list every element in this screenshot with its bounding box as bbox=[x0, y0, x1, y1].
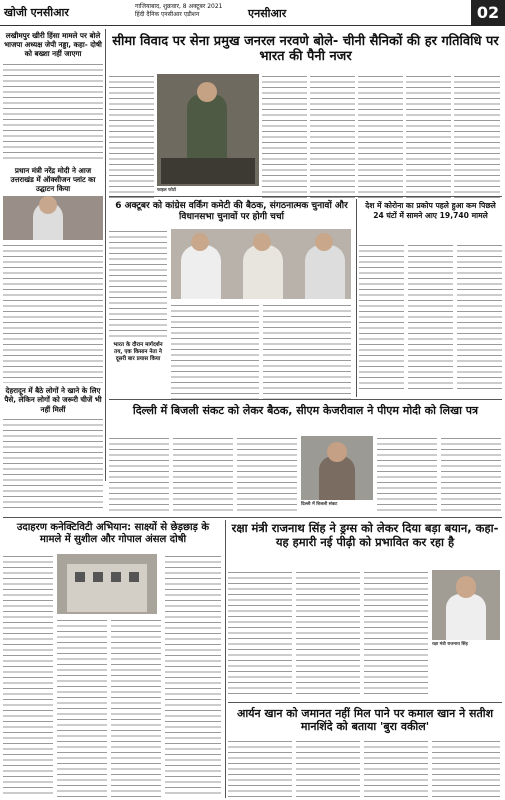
story-body-lakhimpur bbox=[3, 62, 103, 162]
story-headline-lakhimpur: लखीमपुर खीरी हिंसा मामले पर बोले भाजपा अध्यक्ष जेपी नड्डा, कहा- दोषी को बख्शा नहीं जाएगा bbox=[4, 31, 102, 59]
section-name: एनसीआर bbox=[248, 7, 287, 20]
corona-headline: देश में कोरोना का प्रकोप पहले हुआ कम पिछले 24 घंटों में सामने आए 19,740 मामले bbox=[365, 201, 496, 220]
delhi-body-col3 bbox=[237, 436, 297, 512]
rajnath-story bbox=[228, 520, 502, 700]
bottom-left-body-col3 bbox=[111, 618, 161, 798]
lead-photo-caption: फाइल फोटो bbox=[157, 188, 177, 193]
date-line-1: गाजियाबाद, शुक्रवार, 8 अक्टूबर 2021 bbox=[135, 3, 223, 10]
lead-body-col7 bbox=[454, 74, 500, 198]
aryan-body-col3 bbox=[364, 739, 428, 797]
bottom-left-body-col1 bbox=[3, 554, 53, 798]
aryan-body-col1 bbox=[228, 739, 292, 797]
congress-body-col3 bbox=[263, 303, 351, 399]
rajnath-body-col1 bbox=[228, 570, 292, 698]
story-body-modi bbox=[3, 243, 103, 383]
story-headline-modi: प्रधान मंत्री नरेंद्र मोदी ने आज उत्तराखंड में ऑक्सीजन प्लांट का उद्घाटन किया bbox=[10, 165, 96, 194]
corona-body-col3 bbox=[457, 243, 502, 393]
rajnath-body-col2 bbox=[296, 570, 360, 698]
congress-body-col1 bbox=[109, 229, 167, 339]
horizontal-divider-4 bbox=[228, 702, 502, 703]
date-line-2: हिंदी दैनिक एनसीआर एडीशन bbox=[135, 11, 200, 18]
bottom-left-headline: उदाहरण कनेक्टिविटी अभियान: साक्ष्यों से छेड़छाड़ के मामले में सुशील और गोपाल अंसल दोषी bbox=[16, 522, 210, 545]
corona-body-col2 bbox=[408, 243, 453, 393]
delhi-body-col5 bbox=[441, 436, 501, 512]
congress-body-col2 bbox=[171, 303, 259, 399]
congress-headline: 6 अक्टूबर को कांग्रेस वर्किंग कमेटी की बैठक, संगठनात्मक चुनावों और विधानसभा चुनावों पर होगी चर्चा bbox=[115, 201, 348, 222]
lead-photo bbox=[157, 74, 259, 186]
aryan-headline: आर्यन खान को जमानत नहीं मिल पाने पर कमाल खान ने सतीश मानशिंदे को बताया 'बुरा वकील' bbox=[236, 707, 494, 733]
column-divider-3 bbox=[225, 520, 226, 798]
horizontal-divider-3 bbox=[3, 517, 502, 518]
corona-body-col1 bbox=[359, 243, 404, 393]
story-body-dehradun bbox=[3, 417, 103, 512]
small-story bbox=[109, 342, 167, 397]
delhi-body-col2 bbox=[173, 436, 233, 512]
small-story-headline: भारत के दौरान मार्गदर्शन तय, एक किसान नेता ने दूसरी बार प्रयास किया bbox=[113, 342, 163, 362]
delhi-photo-caption: दिल्ली में बिजली संकट bbox=[301, 502, 338, 507]
lead-body-col6 bbox=[406, 74, 451, 198]
corona-story bbox=[359, 199, 502, 397]
lead-headline: सीमा विवाद पर सेना प्रमुख जनरल नरवणे बोले- चीनी सैनिकों की हर गतिविधि पर भारत की पैनी नजर bbox=[112, 34, 499, 64]
horizontal-divider bbox=[109, 196, 502, 197]
masthead bbox=[0, 0, 505, 26]
date-line bbox=[135, 3, 230, 19]
rajnath-photo bbox=[432, 570, 500, 640]
rajnath-headline: रक्षा मंत्री राजनाथ सिंह ने ड्रग्स को लेकर दिया बड़ा बयान, कहा- यह हमारी नई पीढ़ी को प्रभावित कर रहा है bbox=[231, 521, 499, 549]
aryan-body-col4 bbox=[432, 739, 500, 797]
page-number: 02 bbox=[471, 0, 505, 26]
newspaper-brand: खोजी एनसीआर bbox=[4, 6, 69, 19]
column-divider bbox=[105, 29, 106, 481]
bottom-left-body-col2 bbox=[57, 618, 107, 798]
delhi-body-col1 bbox=[109, 436, 169, 512]
delhi-story bbox=[109, 402, 502, 514]
delhi-body-col4 bbox=[377, 436, 437, 512]
building-photo bbox=[57, 554, 157, 614]
column-divider-2 bbox=[356, 199, 357, 397]
story-headline-dehradun: देहरादून में बैठे लोगों ने खाने के लिए पैसे, लेकिन लोगों को जरूरी चीजें भी नहीं मिलीं bbox=[4, 386, 102, 414]
rajnath-body-col3 bbox=[364, 570, 428, 698]
kejriwal-photo bbox=[301, 436, 373, 500]
lead-body-col5 bbox=[358, 74, 403, 198]
lead-body-col1 bbox=[109, 74, 154, 198]
aryan-body-col2 bbox=[296, 739, 360, 797]
bottom-left-body-col4 bbox=[165, 554, 221, 798]
congress-photo bbox=[171, 229, 351, 299]
rajnath-photo-caption: रक्षा मंत्री राजनाथ सिंह bbox=[432, 642, 468, 647]
bottom-left-story bbox=[3, 520, 223, 798]
lead-body-col4 bbox=[310, 74, 355, 198]
modi-photo bbox=[3, 196, 103, 240]
horizontal-divider-2 bbox=[109, 399, 502, 400]
aryan-story bbox=[228, 705, 502, 798]
lead-body-col3 bbox=[262, 74, 307, 198]
left-column bbox=[3, 29, 103, 481]
delhi-headline: दिल्ली में बिजली संकट को लेकर बैठक, सीएम केजरीवाल ने पीएम मोदी को लिखा पत्र bbox=[132, 404, 479, 417]
